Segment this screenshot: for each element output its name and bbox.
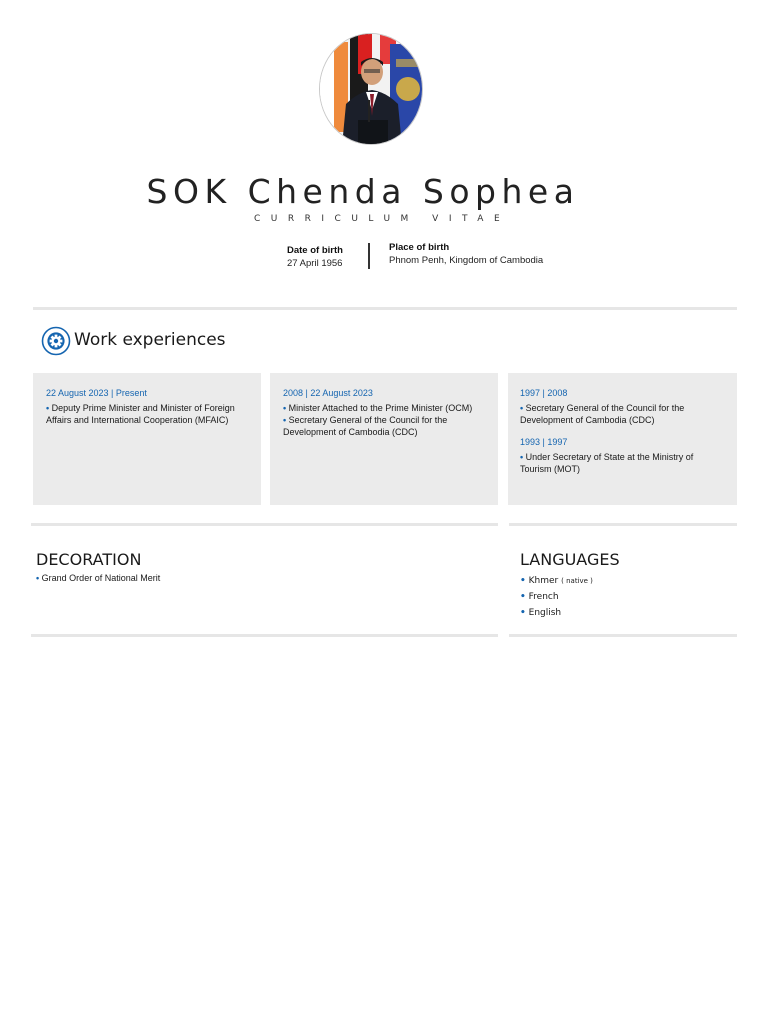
header-divider (33, 307, 737, 310)
language-note: ( native ) (561, 577, 593, 585)
date-of-birth-value: 27 April 1956 (287, 258, 343, 269)
bullet-icon: • (520, 403, 524, 413)
languages-top-rule (509, 523, 737, 526)
date-of-birth-label: Date of birth (287, 245, 343, 256)
work-entry (520, 387, 725, 426)
work-role (283, 414, 486, 438)
bullet-icon: • (520, 592, 526, 602)
decoration-item (36, 573, 160, 583)
work-entry (283, 387, 486, 438)
work-role-text: Under Secretary of State at the Ministry of Tourism (MOT) (520, 452, 694, 474)
bullet-icon: • (36, 573, 40, 583)
work-role-text: Deputy Prime Minister and Minister of Foreign Affairs and International Cooperation (MFAIC) (46, 403, 235, 425)
person-name: SOK Chenda Sophea (146, 172, 580, 211)
work-period: 2008 | 22 August 2023 (283, 388, 373, 398)
work-entry (520, 436, 725, 475)
work-role (46, 402, 249, 426)
work-role-text: Minister Attached to the Prime Minister (OCM) (288, 403, 473, 413)
gear-icon (41, 326, 71, 356)
languages-list (520, 575, 593, 623)
work-card (508, 373, 737, 505)
bullet-icon: • (520, 452, 524, 462)
bullet-icon: • (520, 608, 526, 618)
language-item (520, 607, 593, 619)
languages-title: LANGUAGES (520, 550, 620, 569)
language-name: Khmer (528, 576, 559, 586)
work-period: 1993 | 1997 (520, 437, 568, 447)
decoration-top-rule (31, 523, 498, 526)
decoration-title: DECORATION (36, 550, 142, 569)
place-of-birth-label: Place of birth (389, 242, 450, 253)
work-entry (46, 387, 249, 426)
work-role (283, 402, 486, 414)
bullet-icon: • (46, 403, 50, 413)
work-period: 1997 | 2008 (520, 388, 568, 398)
place-of-birth-value: Phnom Penh, Kingdom of Cambodia (389, 255, 544, 266)
birth-divider (368, 243, 370, 269)
decoration-item-text: Grand Order of National Merit (41, 573, 161, 583)
language-name: French (528, 592, 559, 602)
language-item (520, 575, 593, 587)
work-experiences-title: Work experiences (74, 330, 226, 350)
portrait-photo (319, 33, 423, 145)
work-card (270, 373, 498, 505)
languages-bottom-rule (509, 634, 737, 637)
work-role (520, 451, 725, 475)
cv-subtitle: CURRICULUM VITAE (254, 214, 511, 224)
bullet-icon: • (283, 415, 287, 425)
work-role-text: Secretary General of the Council for the Development of Cambodia (CDC) (283, 415, 448, 437)
place-of-birth (389, 241, 543, 267)
date-of-birth (287, 244, 343, 270)
work-period: 22 August 2023 | Present (46, 388, 147, 398)
language-name: English (528, 608, 562, 618)
work-role-text: Secretary General of the Council for the Development of Cambodia (CDC) (520, 403, 685, 425)
decoration-bottom-rule (31, 634, 498, 637)
work-role (520, 402, 725, 426)
work-card (33, 373, 261, 505)
language-item (520, 591, 593, 603)
bullet-icon: • (520, 576, 526, 586)
bullet-icon: • (283, 403, 287, 413)
